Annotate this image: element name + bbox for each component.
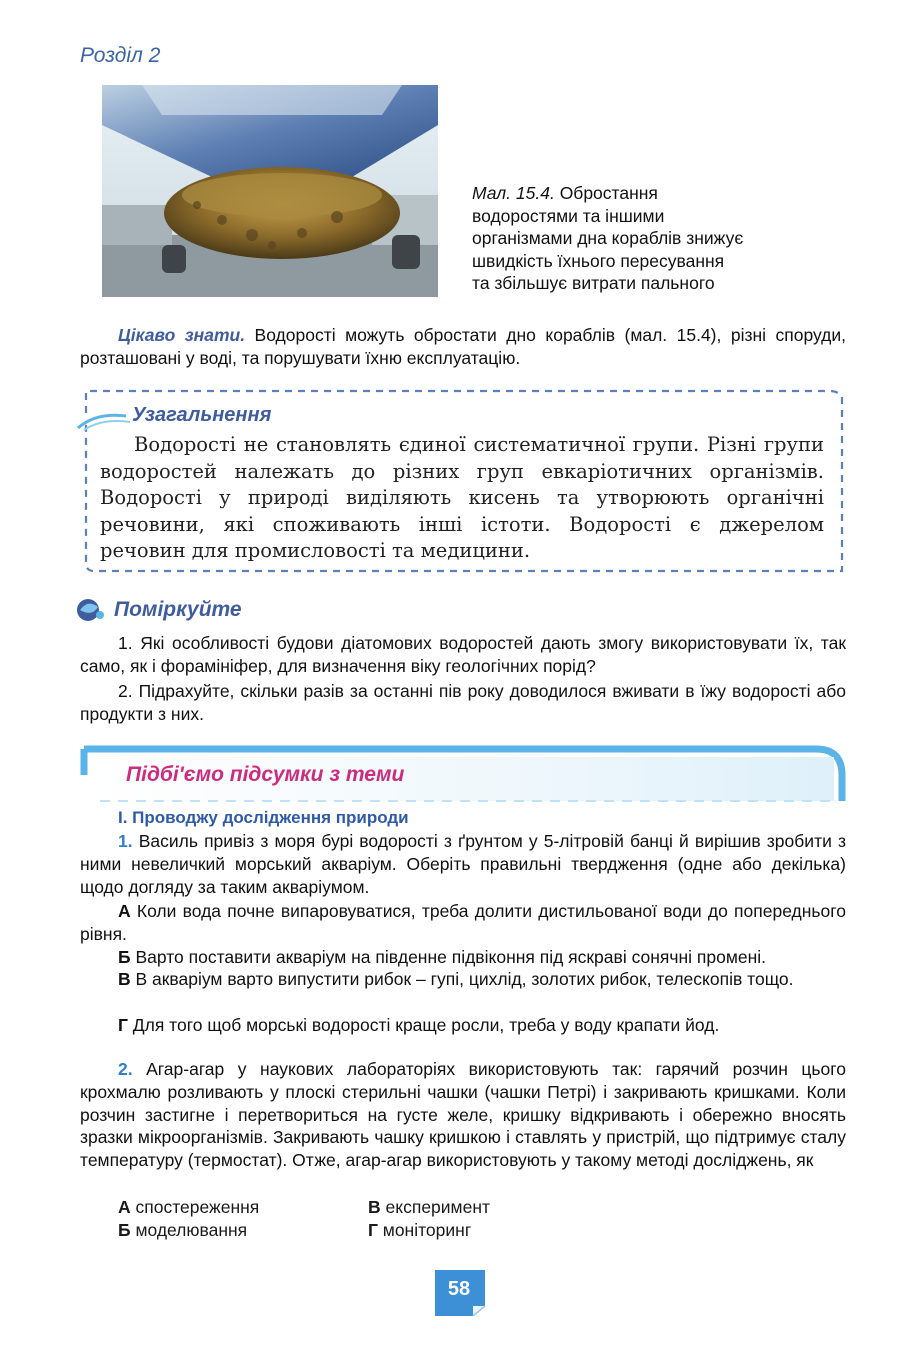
task-1-option-v: [80, 968, 846, 991]
task-2-option-b: [118, 1219, 247, 1242]
interesting-lead: Цікаво знати.: [118, 325, 246, 345]
task-number: 2.: [118, 1059, 133, 1079]
caption-line: швидкість їхнього пересування: [472, 250, 725, 271]
task-1-option-g: [80, 1014, 846, 1037]
task-2-option-v: [368, 1196, 490, 1219]
task-1-option-b: [80, 946, 846, 969]
option-letter: Г: [118, 1015, 128, 1035]
option-text: Коли вода почне випаровуватися, треба долити дистильованої води до попереднього рівня.: [80, 901, 846, 944]
wave-icon: [76, 410, 134, 432]
page-number: 58: [447, 1278, 471, 1300]
summary-text: Водорості не становлять єдиної систематичної групи. Різні групи водоростей належать до різних груп евкаріотичних організмів. Водорості у природі виділяють кисень та утворюють органічні речовини, які споживають інші істоти. Водорості є джерелом речовин для промисловості та медицини.: [100, 433, 824, 562]
option-letter: Б: [118, 1220, 131, 1240]
think-title: Поміркуйте: [114, 598, 242, 621]
caption-line: організмами дна кораблів знижує: [472, 228, 744, 249]
option-text: Для того щоб морські водорості краще росли, треба у воду крапати йод.: [127, 1015, 720, 1035]
ship-hull-illustration: [102, 85, 438, 297]
summary-title: Узагальнення: [132, 404, 272, 426]
option-text: моделювання: [130, 1220, 248, 1240]
option-text: експеримент: [380, 1197, 490, 1217]
results-banner-title: Підбі'ємо підсумки з теми: [126, 763, 405, 786]
task-2-option-a: [118, 1196, 259, 1219]
option-letter: Г: [368, 1220, 378, 1240]
option-text: В акваріум варто випустити рибок – гупі, цихлід, золотих рибок, телескопів тощо.: [130, 969, 794, 989]
caption-line: та збільшує витрати пального: [472, 273, 715, 294]
think-question-2: 2. Підрахуйте, скільки разів за останні пів року доводилося вживати в їжу водорості або продукти з них.: [80, 681, 846, 724]
ship-hull-photo: [102, 85, 438, 297]
task-2: [80, 1058, 846, 1172]
figure-caption: [472, 182, 832, 295]
think-question-1: 1. Які особливості будови діатомових водоростей дають змогу використовувати їх, так само, як і форамініфер, для визначення віку геологічних порід?: [80, 633, 846, 676]
interesting-text: Водорості можуть обростати дно кораблів (мал. 15.4), різні споруди, розташовані у воді, та порушувати їхню експлуатацію.: [80, 325, 847, 368]
section-label: Розділ 2: [80, 44, 161, 67]
task-2-option-g: [368, 1219, 471, 1242]
option-letter: А: [118, 901, 131, 921]
think-icon: [74, 597, 106, 623]
caption-line: водоростями та іншими: [472, 205, 665, 226]
results-subhead: І. Проводжу дослідження природи: [118, 808, 409, 827]
task-1: [80, 830, 846, 898]
interesting-fact: [80, 324, 846, 370]
option-letter: В: [368, 1197, 381, 1217]
task-text: Агар-агар у наукових лабораторіях використовують так: гарячий розчин цього крохмалю розливають у плоскі стерильні чашки (чашки Петрі) і закривають кришками. Коли розчин застигне і перетвориться на густе желе, кришку відкривають і обережно вносять зразки мікроорганізмів. Закривають чашку кришкою і ставлять у пристрій, що підтримує сталу температуру (термостат). Отже, агар-агар використовують у такому методі досліджень, як: [80, 1059, 846, 1171]
option-letter: В: [118, 969, 131, 989]
caption-line: Обростання: [554, 183, 658, 203]
task-text: Василь привіз з моря бурі водорості з ґрунтом у 5-літровій банці й вирішив зробити з ними невеличкий морський акваріум. Оберіть правильні твердження (одне або декілька) щодо догляду за таким акваріумом.: [80, 831, 846, 897]
task-1-option-a: [80, 900, 846, 946]
option-letter: Б: [118, 947, 131, 967]
option-text: Варто поставити акваріум на південне підвіконня під яскраві сонячні промені.: [130, 947, 767, 967]
option-letter: А: [118, 1197, 131, 1217]
option-text: спостереження: [130, 1197, 260, 1217]
caption-lead: Мал. 15.4.: [472, 183, 555, 203]
option-text: моніторинг: [377, 1220, 472, 1240]
task-number: 1.: [118, 831, 133, 851]
